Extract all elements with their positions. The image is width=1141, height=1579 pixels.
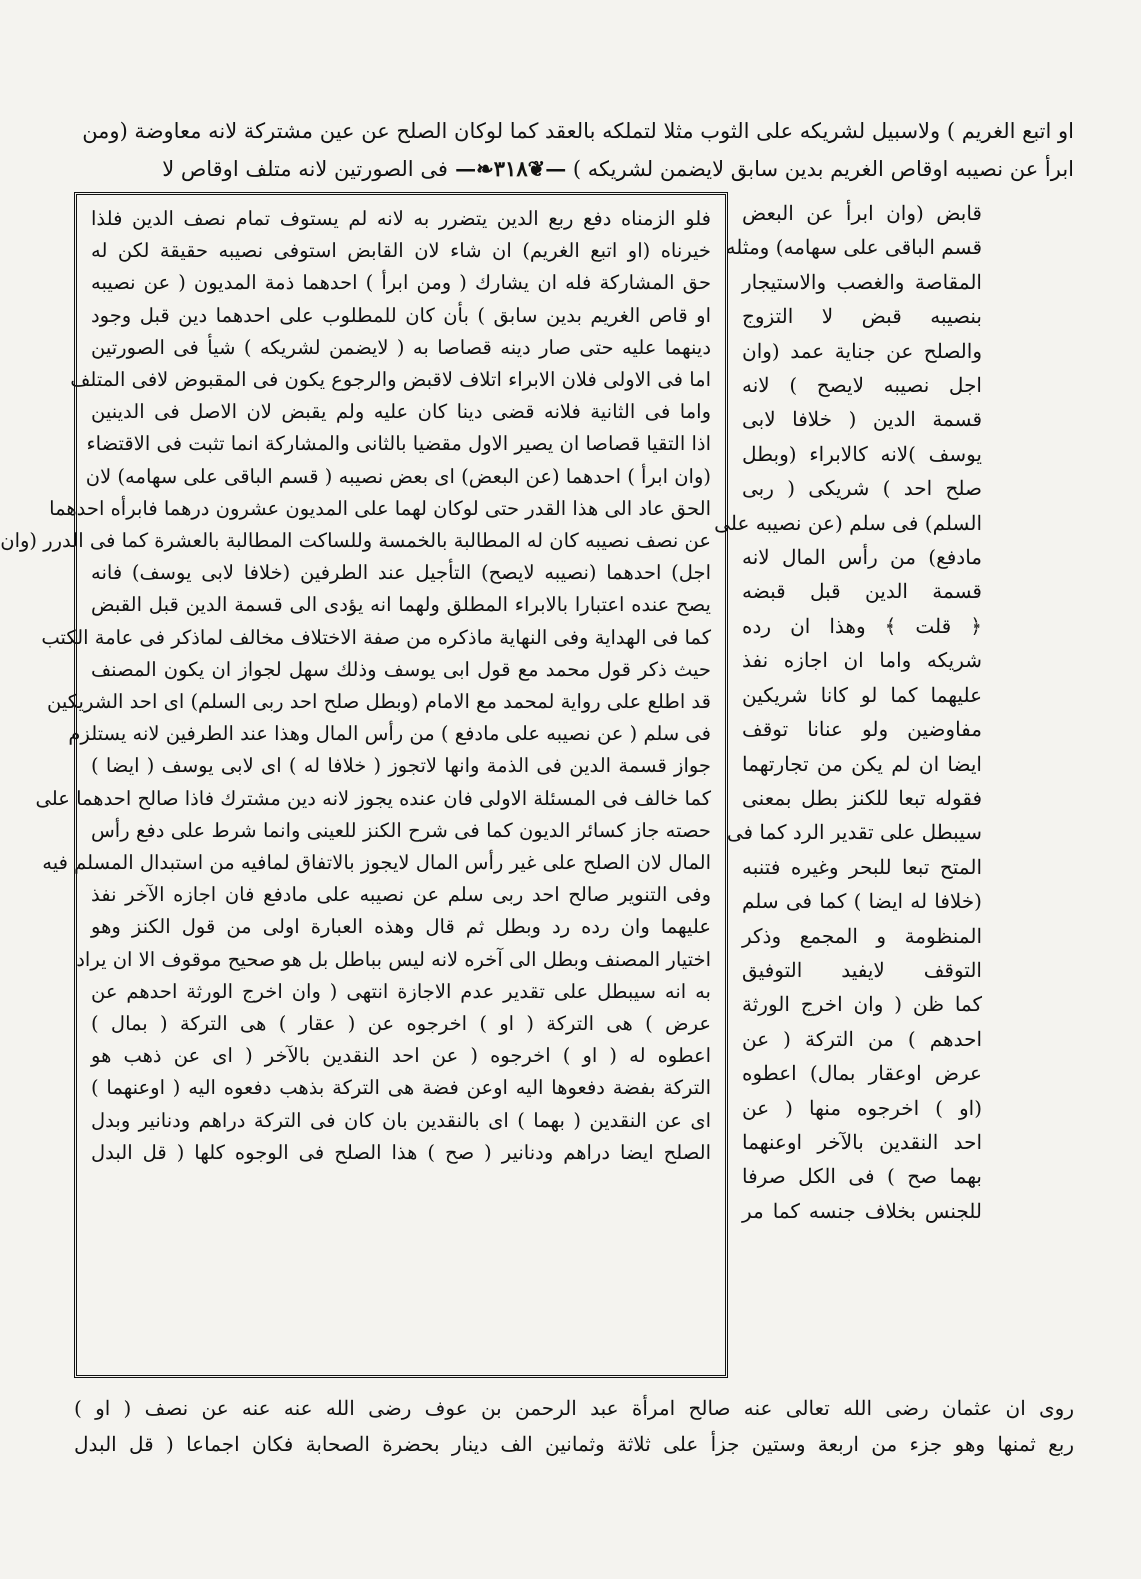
commentary-line: اى عن النقدين ( بهما ) اى بالنقدين بان كان فى التركة دراهم ودنانير وبدل [91, 1108, 711, 1132]
commentary-line: حصته جاز كسائر الديون كما فى شرح الكنز للعينى وانما شرط على دفع رأس [91, 818, 711, 842]
commentary-line: قد اطلع على رواية لمحمد مع الامام (وبطل صلح احد ربى السلم) اى احد الشريكين [47, 690, 711, 714]
side-line: المنظومة و المجمع وذكر [742, 923, 982, 948]
header-text [74, 112, 1074, 188]
side-line: قسمة الدين ( خلافا لابى [742, 407, 982, 432]
side-line: بهما صح ) فى الكل صرفا [742, 1164, 982, 1189]
commentary-line: فلو الزمناه دفع ربع الدين يتضرر به لانه لم يستوف تمام نصف الدين فلذا [91, 207, 711, 230]
commentary-line: كما فى الهداية وفى النهاية ماذكره من صفة الاختلاف مخالف لماذكر فى عامة الكتب [41, 625, 711, 649]
header-line-2 [74, 150, 1074, 188]
side-line: للجنس بخلاف جنسه كما مر [742, 1198, 982, 1223]
side-line: سيبطل على تقدير الرد كما فى [726, 820, 982, 845]
side-line: احد النقدين بالآخر اوعنهما [742, 1129, 982, 1154]
side-line: عليهما كما لو كانا شريكين [742, 682, 982, 707]
side-line: (خلافا له ايضا ) كما فى سلم [742, 889, 982, 914]
side-line: قسمة الدين قبل قبضه [742, 579, 982, 604]
page-number [448, 156, 566, 181]
commentary-line: الصلح ايضا دراهم ودنانير ( صح ) هذا الصلح فى الوجوه كلها ( قل البدل [91, 1140, 711, 1164]
commentary-line: وفى التنوير صالح احد ربى سلم عن نصيبه على مادفع فان اجازه الآخر نفذ [91, 883, 711, 907]
page-number-value: ٣١٨ [493, 156, 528, 181]
commentary-line: جواز قسمة الدين فى الذمة وانها لاتجوز ( خلافا له ) اى لابى يوسف ( ايضا ) [91, 754, 711, 778]
header-line-2-end: فى الصورتين لانه متلف اوقاص لا [162, 157, 448, 181]
commentary-line: واما فى الثانية فلانه قضى دينا كان عليه ولم يقبض لان الاصل فى الدينين [91, 400, 711, 424]
side-line: شريكه واما ان اجازه نفذ [742, 648, 982, 673]
side-line: صلح احد ) شريكى ( ربى [742, 476, 982, 501]
side-line: عرض اوعقار بمال) اعطوه [742, 1061, 982, 1086]
commentary-line: حيث ذكر قول محمد مع قول ابى يوسف وذلك سهل لجواز ان يكون المصنف [91, 657, 711, 681]
commentary-box [0, 192, 728, 1378]
commentary-line: اما فى الاولى فلان الابراء اتلاف لاقبض والرجوع يكون فى المقبوض لافى المتلف [70, 368, 711, 392]
commentary-line: (وان ابرأ ) احدهما (عن البعض) اى بعض نصيبه ( قسم الباقى على سهامه) لان [85, 464, 711, 488]
side-line: ﴿ قلت ﴾ وهذا ان رده [742, 613, 982, 638]
commentary-line: كما خالف فى المسئلة الاولى فان عنده يجوز لانه دين مشترك فاذا صالح احدهما على [35, 786, 711, 810]
commentary-line: او قاص الغريم بدين سابق ) بأن كان للمطلوب على احدهما دين قبل وجود [91, 303, 711, 327]
side-line: بنصيبه قبض لا التزوج [742, 304, 982, 329]
footer-line: ربع ثمنها وهو جزء من اربعة وستين جزأ على ثلاثة وثمانين الف دينار بحضرة الصحابة فكان اجماعا ( قل البدل [74, 1432, 1074, 1456]
side-line: يوسف )لانه كالابراء (وبطل [742, 441, 982, 466]
commentary-line: اجل) احدهما (نصيبه لايصح) التأجيل عند الطرفين (خلافا لابى يوسف) فانه [91, 561, 711, 585]
side-line: احدهم ) من التركة ( عن [742, 1026, 982, 1051]
page-number-ornament-icon: ❧— [455, 156, 494, 181]
footer-text [74, 1390, 1074, 1462]
side-line: قابض (وان ابرأ عن البعض [742, 201, 982, 225]
side-line: المتح تبعا للبحر وغيره فتنبه [742, 854, 982, 879]
side-line: السلم) فى سلم (عن نصيبه على [714, 510, 982, 535]
commentary-line: عليهما وان رده رد وبطل ثم قال وهذه العبارة اولى من قول الكنز وهو [91, 915, 711, 939]
page-number-ornament-icon: —❦ [527, 156, 567, 181]
side-line: مفاوضين ولو عنانا توقف [742, 717, 982, 742]
side-line: (او ) اخرجوه منها ( عن [742, 1095, 982, 1120]
commentary-line: خيرناه (او اتبع الغريم) ان شاء لان القابض استوفى نصيبه حقيقة لكن له [91, 239, 711, 263]
commentary-line: الحق عاد الى هذا القدر حتى لوكان لهما على المديون عشرون درهما فابرأه احدهما [49, 496, 711, 520]
footer-line: روى ان عثمان رضى الله تعالى عنه صالح امرأة عبد الرحمن بن عوف رضى الله عنه عنه عن نصف ( او ) [74, 1396, 1074, 1420]
commentary-line: عرض ) هى التركة ( او ) اخرجوه عن ( عقار ) هى التركة ( بمال ) [91, 1012, 711, 1036]
side-line: فقوله تبعا للكنز بطل بمعنى [742, 785, 982, 810]
commentary-line: حق المشاركة فله ان يشارك ( ومن ابرأ ) احدهما ذمة المديون ( عن نصيبه [91, 271, 711, 295]
commentary-line: عن نصف نصيبه كان له المطالبة بالخمسة وللساكت المطالبة بالعشرة كما فى الدرر (وان [0, 529, 711, 553]
side-line: اجل نصيبه لايصح ) لانه [742, 373, 982, 398]
side-line: المقاصة والغصب والاستيجار [742, 269, 982, 294]
header-line-1: او اتبع الغريم ) ولاسبيل لشريكه على الثوب مثلا لتملكه بالعقد كما لوكان الصلح عن عين مشتركة لانه معاوضة (ومن [82, 119, 1074, 143]
commentary-line: التركة بفضة دفعوها اليه اوعن فضة هى التركة بذهب دفعوه اليه ( اوعنهما ) [91, 1076, 711, 1100]
commentary-line: المال لان الصلح على غير رأس المال لايجوز بالاتفاق لمافيه من استبدال المسلم فيه [42, 851, 711, 875]
side-column-text [714, 196, 982, 1386]
commentary-line: اعطوه له ( او ) اخرجوه ( عن احد النقدين بالآخر ( اى عن ذهب هو [91, 1044, 711, 1068]
commentary-line: يصح عنده اعتبارا بالابراء المطلق ولهما انه يؤدى الى قسمة الدين قبل القبض [91, 593, 711, 617]
side-line: مادفع) من رأس المال لانه [742, 545, 982, 570]
commentary-line: اختيار المصنف وبطل الى آخره لانه ليس بباطل بل هو صحيح موقوف الا ان يراد [76, 947, 711, 971]
side-line: ايضا ان لم يكن من تجارتهما [742, 751, 982, 776]
commentary-line: فى سلم ( عن نصيبه على مادفع ) من رأس المال وهذا عند الطرفين لانه يستلزم [68, 722, 711, 746]
side-line: التوقف لايفيد التوفيق [742, 957, 982, 982]
header-line-2-start: ابرأ عن نصيبه اوقاص الغريم بدين سابق لايضمن لشريكه ) [572, 157, 1074, 181]
commentary-line: به انه سيبطل على تقدير عدم الاجازة انتهى ( وان اخرج الورثة احدهم عن [91, 979, 711, 1003]
side-line: كما ظن ( وان اخرج الورثة [742, 992, 982, 1017]
side-line: قسم الباقى على سهامه) ومثله [725, 235, 982, 260]
commentary-line: اذا التقيا قصاصا ان يصير الاول مقضيا بالثانى والمشاركة انما تثبت فى الاقتضاء [86, 432, 711, 456]
commentary-line: دينهما عليه حتى صار دينه قصاصا به ( لايضمن لشريكه ) شيأ فى الصورتين [91, 335, 711, 359]
side-line: والصلح عن جناية عمد (وان [742, 338, 982, 363]
